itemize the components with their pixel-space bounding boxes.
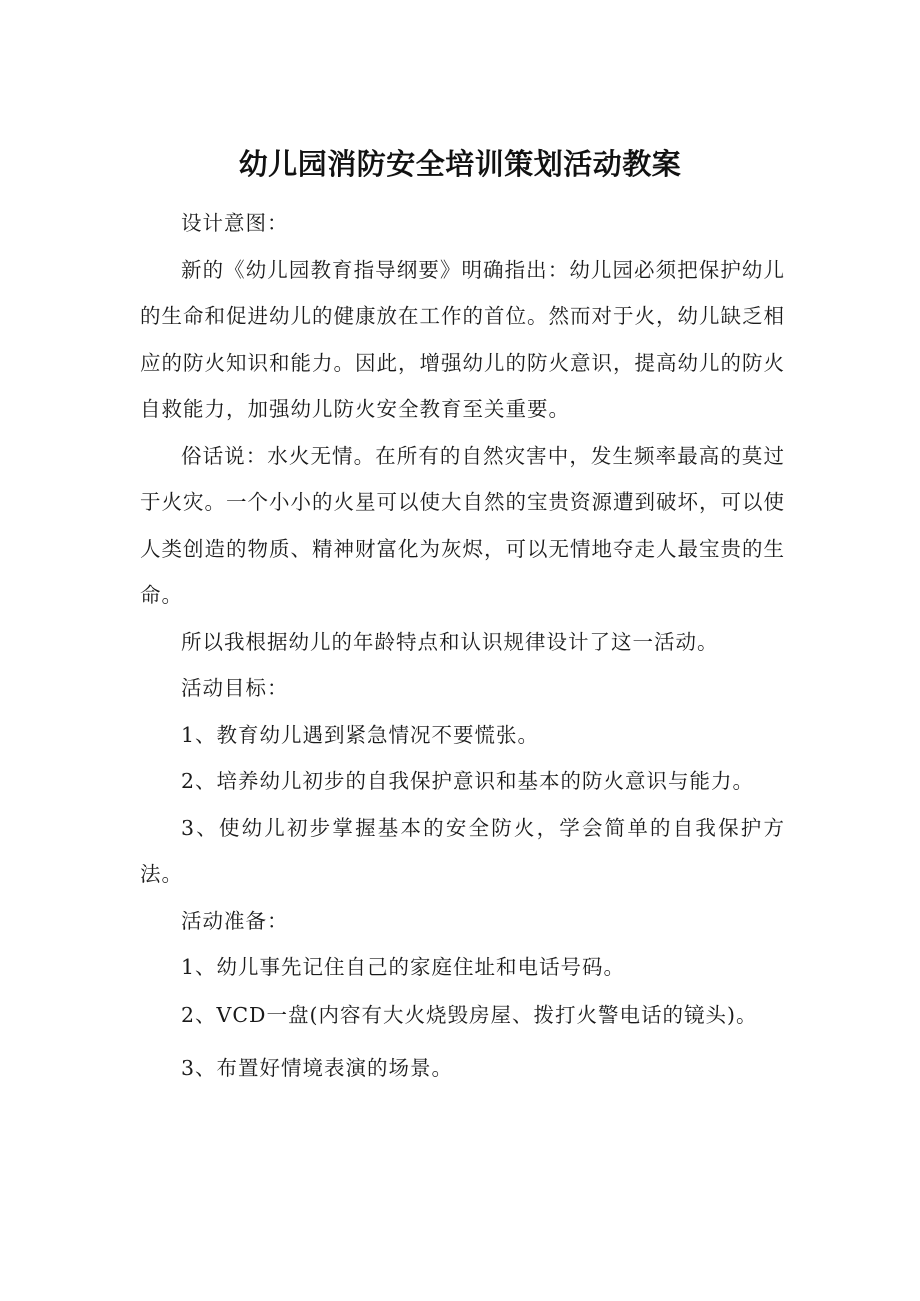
goal-item-1: 1、教育幼儿遇到紧急情况不要慌张。 [181, 722, 540, 747]
preparation-item-3: 3、布置好情境表演的场景。 [181, 1055, 454, 1080]
paragraph-proverb: 俗话说：水火无情。在所有的自然灾害中，发生频率最高的莫过于火灾。一个小小的火星可以使大自然的宝贵资源遭到破坏，可以使人类创造的物质、精神财富化为灰烬，可以无情地夺走人最宝贵的生命。 [140, 443, 785, 607]
paragraph-design-reason: 所以我根据幼儿的年龄特点和认识规律设计了这一活动。 [181, 629, 719, 654]
goal-item-3: 3、使幼儿初步掌握基本的安全防火，学会简单的自我保护方法。 [140, 815, 785, 886]
heading-activity-preparation: 活动准备： [181, 908, 289, 933]
paragraph-guideline: 新的《幼儿园教育指导纲要》明确指出：幼儿园必须把保护幼儿的生命和促进幼儿的健康放在工作的首位。然而对于火，幼儿缺乏相应的防火知识和能力。因此，增强幼儿的防火意识，提高幼儿的防火自救能力，加强幼儿防火安全教育至关重要。 [140, 257, 785, 421]
goal-item-2: 2、培养幼儿初步的自我保护意识和基本的防火意识与能力。 [181, 769, 755, 793]
preparation-item-2: 2、VCD一盘(内容有大火烧毁房屋、拨打火警电话的镜头)。 [181, 1002, 758, 1027]
heading-activity-goals: 活动目标： [181, 676, 289, 700]
document-title: 幼儿园消防安全培训策划活动教案 [238, 147, 682, 181]
preparation-item-1: 1、幼儿事先记住自己的家庭住址和电话号码。 [181, 955, 626, 979]
document-body [140, 200, 785, 1091]
heading-design-intent: 设计意图： [181, 211, 289, 235]
